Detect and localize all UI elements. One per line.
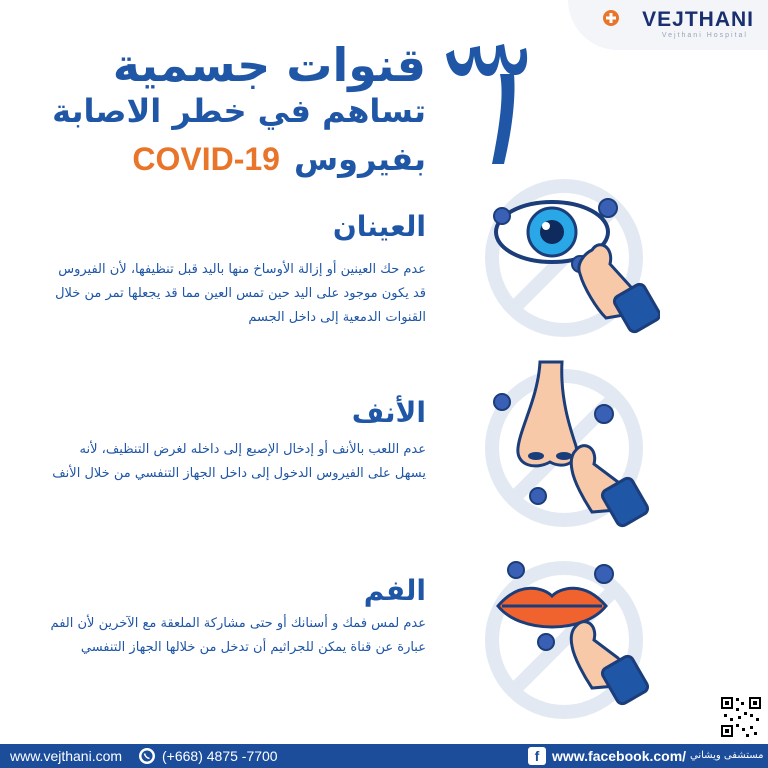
section-nose-heading: الأنف — [351, 396, 426, 429]
facebook-page-name[interactable]: مستشفى ويشاني — [690, 750, 764, 761]
logo-name: VEJTHANI — [642, 8, 754, 31]
whatsapp-icon — [138, 747, 156, 765]
vejthani-logo[interactable] — [604, 8, 754, 42]
website-link[interactable]: www.vejthani.com — [10, 748, 123, 764]
number-three-graphic — [440, 34, 532, 166]
section-mouth-heading: الفم — [363, 574, 426, 607]
eye-illustration — [480, 168, 660, 348]
title-virus-word: بفيروس — [293, 140, 426, 178]
phone-number[interactable]: (+668) 4875 -7700 — [162, 748, 278, 764]
section-mouth-text: عدم لمس فمك و أسنانك أو حتى مشاركة الملعقة مع الآخرين لأن الفم عبارة عن قناة يمكن للجراثيم أن تدخل من خلالها الجهاز التنفسي — [50, 616, 426, 655]
title-line-3 — [132, 140, 426, 178]
facebook-icon: f — [528, 747, 546, 765]
nose-illustration — [480, 358, 660, 538]
covid-label: COVID-19 — [132, 141, 280, 177]
title-line-2: تساهم في خطر الاصابة — [52, 92, 426, 130]
qr-code[interactable] — [720, 696, 762, 738]
footer-bar — [0, 744, 768, 768]
logo-subtitle: Vejthani Hospital — [661, 32, 748, 39]
section-nose-text: عدم اللعب بالأنف أو إدخال الإصبع إلى داخله لغرض التنظيف، لأنه يسهل على الفيروس الدخول إلى داخل الجهاز التنفسي من خلال الأنف — [52, 442, 426, 481]
facebook-link[interactable]: www.facebook.com/ — [552, 748, 687, 764]
section-eyes-text: عدم حك العينين أو إزالة الأوساخ منها باليد قبل تنظيفها، لأن الفيروس قد يكون موجود على اليد حين تمس العين مما قد يجعلها تمر من خلال القنوات الدمعية إلى داخل الجسم — [55, 262, 426, 325]
logo-mark-icon — [602, 9, 620, 27]
mouth-illustration — [480, 550, 660, 730]
title-line-1: قنوات جسمية — [112, 38, 426, 92]
section-eyes-heading: العينان — [332, 210, 426, 243]
